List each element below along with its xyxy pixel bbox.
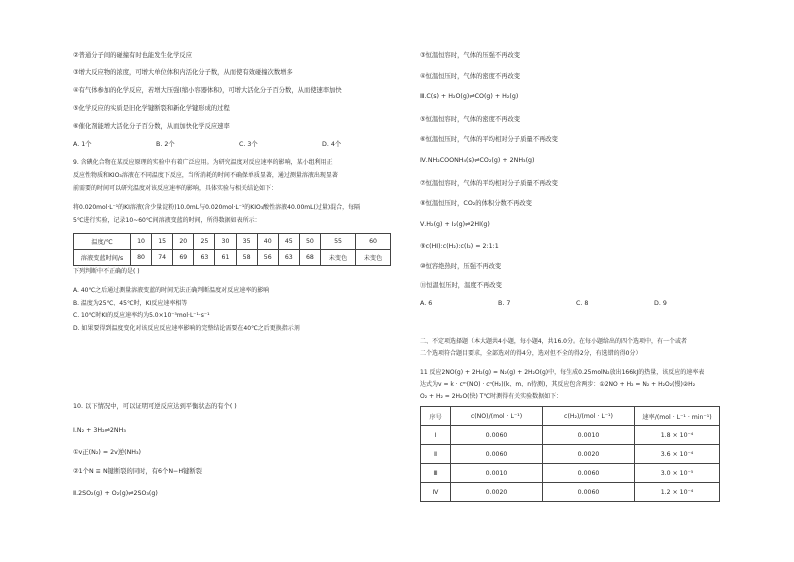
statement-4: ④恒温恒压时，气体的密度不再改变 [420, 73, 521, 80]
option-d: D. 如果要得到温度变化对该反应反应速率影响的完整结论需要在40℃之后更换指示剂 [73, 325, 300, 332]
table-cell: Ⅰ [421, 426, 451, 445]
q9-stem: 5℃进行实验，记录10~60℃间溶液变蓝的时间，所得数据如表所示： [73, 217, 261, 224]
text-line: ④有气体参加的化学反应，若增大压强(缩小容器体积)，可增大活化分子百分数，从而使速率加快 [73, 87, 342, 94]
q8-options [73, 141, 382, 149]
q9-stem: 反应性物质和KIO₃溶液在不同温度下反应，当所消耗的时间不确保单质显著，通过测量溶液出现显著 [73, 172, 338, 179]
table-cell: 25 [194, 234, 215, 250]
table-cell: 0.0020 [543, 445, 635, 464]
q9-stem: 将0.020mol·L⁻¹的KI溶液(含少量淀粉)10.0mL与0.020mol·L⁻¹的KIO₃酸性溶液40.00mL(过量)混合，每隔 [73, 204, 361, 211]
table-cell: 0.0060 [451, 445, 543, 464]
option-d: D. 9 [654, 300, 667, 307]
table-cell: Ⅱ [421, 445, 451, 464]
option-c: C. 10℃时KI的反应速率约为5.0×10⁻⁵mol·L⁻¹·s⁻¹ [73, 312, 210, 319]
option-a: A. 40℃之后通过测量溶液变蓝的时间无法正确判断温度对反应速率的影响 [73, 287, 270, 294]
table-cell: 55 [321, 234, 356, 250]
option-d: D. 4个 [322, 141, 342, 148]
statement-8: ⑧恒温恒压时，CO₂的体积分数不再改变 [420, 200, 532, 207]
reaction-2: Ⅱ.2SO₂(g) + O₂(g)⇌2SO₃(g) [73, 490, 158, 497]
reaction-3: Ⅲ.C(s) + H₂O(g)⇌CO(g) + H₂(g) [420, 93, 519, 100]
option-a: A. 6 [420, 300, 433, 307]
table-cell: 63 [194, 250, 215, 266]
table-cell: 74 [152, 250, 173, 266]
reaction-1: Ⅰ.N₂ + 3H₂⇌2NH₃ [73, 427, 126, 434]
table-cell: Ⅳ [421, 483, 451, 502]
question-prompt: 下列判断中不正确的是( ) [73, 268, 140, 275]
table-header: c(H₂)/(mol · L⁻¹) [543, 407, 635, 426]
table-cell: 10 [131, 234, 152, 250]
option-b: B. 2个 [156, 141, 175, 148]
text-line: ⑤化学反应的实质是旧化学键断裂和新化学键形成的过程 [73, 105, 230, 112]
option-c: C. 3个 [239, 141, 258, 148]
q9-stem: 前需要的时间可以研究温度对该反应速率的影响，具体实验与相关结论如下： [73, 185, 278, 192]
table-cell: 0.0060 [451, 426, 543, 445]
table-cell: 20 [173, 234, 194, 250]
option-b: B. 7 [498, 300, 511, 307]
table-header: 溶液变蓝时间/s [74, 250, 131, 266]
table-cell: 3.0 × 10⁻⁵ [635, 464, 720, 483]
table-header: 温度/℃ [74, 234, 131, 250]
table-cell: Ⅲ [421, 464, 451, 483]
table-header: 速率/(mol · L⁻¹ · min⁻¹) [635, 407, 720, 426]
section-heading: 二、不定项选择题（本大题共4小题，每小题4，共16.0分。在每小题给出的四个选项中，有一个或者 [420, 338, 687, 345]
q11-stem: O₂ + H₂ = 2H₂O(快) T℃时测得有关实验数据如下： [420, 393, 563, 400]
statement-3: ③恒温恒容时，气体的压强不再改变 [420, 52, 521, 59]
q9-stem: 9. 含碘化合物在某反应原理的实验中有着广泛应用。为研究温度对反应速率的影响，某小组利用正 [73, 159, 333, 166]
table-header: c(NO)/(mol · L⁻¹) [451, 407, 543, 426]
reaction-4: Ⅳ.NH₂COONH₄(s)⇌CO₂(g) + 2NH₃(g) [420, 157, 535, 164]
q10-stem: 10. 以下情况中，可以证明可逆反应达到平衡状态的有个( ) [73, 403, 237, 410]
table-cell: 0.0060 [543, 483, 635, 502]
statement-9: ⑨c(HI):c(H₂):c(I₂) = 2:1:1 [420, 243, 499, 250]
reaction-5: Ⅴ.H₂(g) + I₂(g)⇌2HI(g) [420, 221, 490, 228]
table-cell: 35 [236, 234, 257, 250]
q10-options [420, 300, 694, 308]
table-cell: 40 [257, 234, 278, 250]
table-cell: 0.0010 [451, 464, 543, 483]
table-header: 序号 [421, 407, 451, 426]
q11-stem: 达式为v = k · cᵐ(NO) · cⁿ(H₂)(k、m、n待测)，其反应包含两步：①2NO + H₂ = N₂ + H₂O₂(慢)②H₂ [420, 381, 696, 388]
table-cell: 45 [278, 234, 299, 250]
statement-11: ⑪恒温恒压时，温度不再改变 [420, 282, 502, 289]
option-a: A. 1个 [73, 141, 92, 148]
table-cell: 80 [131, 250, 152, 266]
table-cell: 61 [215, 250, 236, 266]
statement-5: ⑤恒温恒容时，气体的密度不再改变 [420, 116, 521, 123]
rate-data-table [420, 406, 720, 502]
table-cell: 58 [236, 250, 257, 266]
statement-6: ⑥恒温恒压时，气体的平均相对分子质量不再改变 [420, 136, 558, 143]
table-cell: 1.2 × 10⁻⁴ [635, 483, 720, 502]
option-c: C. 8 [576, 300, 589, 307]
text-line: ②普通分子间的碰撞有时也能发生化学反应 [73, 52, 192, 59]
temperature-table [73, 233, 391, 266]
table-cell: 30 [215, 234, 236, 250]
table-cell: 0.0020 [451, 483, 543, 502]
table-cell: 68 [299, 250, 320, 266]
table-cell: 60 [356, 234, 391, 250]
option-b: B. 温度为25℃、45℃时，KI反应速率相等 [73, 300, 188, 307]
table-cell: 50 [299, 234, 320, 250]
table-cell: 未变色 [321, 250, 356, 266]
q11-stem: 11 反应2NO(g) + 2H₂(g) = N₂(g) + 2H₂O(g)中，每生成0.25molN₂放出166kJ的热量，该反应的速率表 [420, 369, 705, 376]
text-line: ⑥催化剂能增大活化分子百分数，从而加快化学反应速率 [73, 123, 230, 130]
table-cell: 0.0010 [543, 426, 635, 445]
table-cell: 1.8 × 10⁻⁴ [635, 426, 720, 445]
statement-10: ⑩恒容绝热时，压强不再改变 [420, 263, 502, 270]
table-cell: 56 [257, 250, 278, 266]
table-cell: 0.0060 [543, 464, 635, 483]
section-heading: 二个选项符合题目要求，全部选对的得4分，选对但不全的得2分，有选错的得0分） [420, 350, 642, 357]
text-line: ③增大反应物的浓度，可增大单位体积内活化分子数，从而使有效碰撞次数增多 [73, 69, 293, 76]
table-cell: 未变色 [356, 250, 391, 266]
table-cell: 15 [152, 234, 173, 250]
table-cell: 63 [278, 250, 299, 266]
table-cell: 3.6 × 10⁻⁴ [635, 445, 720, 464]
table-cell: 69 [173, 250, 194, 266]
statement-7: ⑦恒温恒容时，气体的平均相对分子质量不再改变 [420, 180, 558, 187]
statement-1: ①v正(N₂) = 2v逆(NH₃) [73, 449, 142, 456]
statement-2: ②1个N ≡ N键断裂的同时，有6个N−H键断裂 [73, 468, 202, 475]
